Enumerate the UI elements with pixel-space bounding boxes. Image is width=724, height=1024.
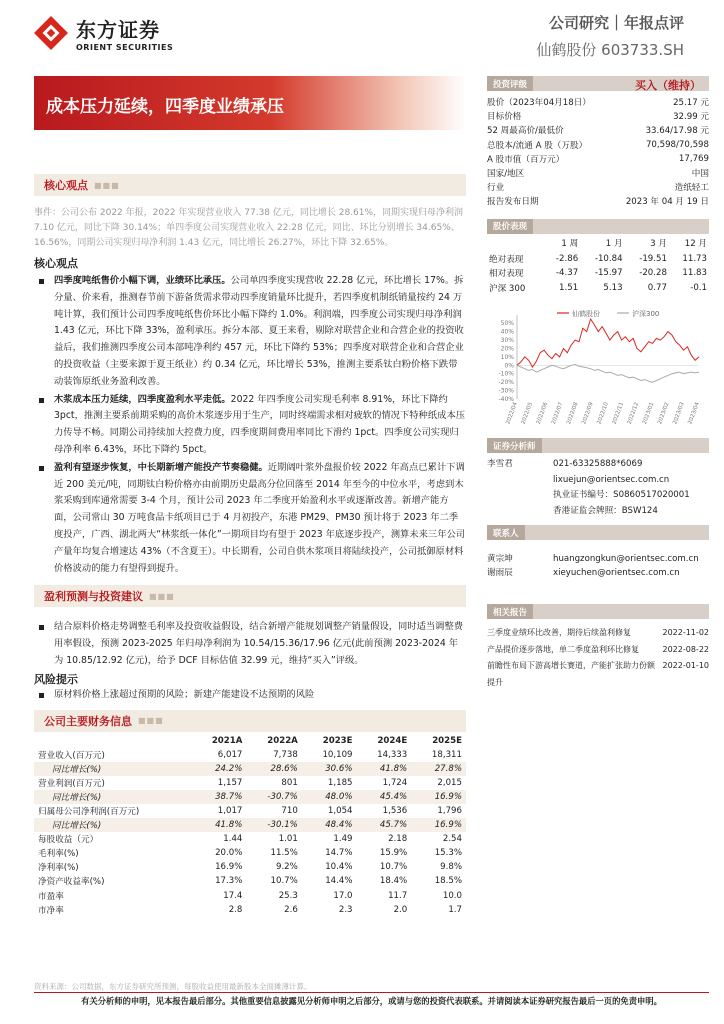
section-head-financials (34, 710, 466, 732)
info-value: 33.64/17.98 元 (645, 126, 709, 137)
perf-col-header: 12 月 (684, 238, 707, 249)
contact-head-label: 联系人 (487, 525, 525, 540)
info-value: 17,769 (678, 153, 709, 164)
fin-row-label: 每股收益（元） (38, 835, 99, 846)
analyst-head-label: 证券分析师 (487, 438, 542, 453)
fin-row-label: 营业收入(百万元) (38, 750, 105, 761)
fin-col-header: 2025E (432, 735, 462, 746)
fin-cell: 30.6% (302, 762, 357, 776)
fin-cell: 10.7% (270, 876, 298, 887)
info-value: 造纸轻工 (674, 183, 709, 194)
forecast-bullet: 结合原料价格走势调整毛利率及投资收益假设，结合新增产能规划调整产销量假设，同时适当调整费用率假设，预测 2023-2025 年归母净利润为 10.54/15.36/17.96 亿元(此前预测 2023-2024 年为 10.85/12.92 亿元)，给予 DCF 目标估值 32.99 元，维持“买入”评级。 (34, 619, 466, 669)
fin-cell: 11.7 (388, 890, 408, 901)
report-type: 公司研究｜年报点评 (548, 14, 684, 32)
financials-table (34, 732, 466, 917)
fin-cell: 2.18 (388, 834, 408, 845)
fin-row-label: 同比增长(%) (34, 818, 191, 832)
fin-cell: 2.3 (338, 904, 353, 915)
stock-info-list (487, 95, 709, 209)
fin-row-label: 市净率 (38, 905, 64, 916)
fin-row (34, 846, 466, 860)
perf-cell: 1.51 (559, 282, 579, 293)
fin-cell: 17.3% (215, 876, 243, 887)
x-tick-label: 2022/11 (611, 401, 626, 426)
fin-cell: 24.2% (191, 762, 246, 776)
info-value: 32.99 元 (673, 112, 709, 123)
y-tick-label: 10% (500, 353, 514, 361)
x-tick-label: 2023/02 (657, 401, 671, 426)
fin-cell: 1,157 (217, 777, 243, 788)
fin-row-label: 毛利率(%) (38, 849, 79, 860)
analyst-hk: 香港证监会牌照：BSW124 (553, 505, 658, 516)
info-label: 报告发布日期 (487, 197, 539, 208)
x-tick-label: 2022/09 (581, 401, 595, 426)
core-subheading: 核心观点 (34, 257, 78, 270)
fin-cell: 2.6 (284, 904, 298, 915)
fin-cell: 17.4 (223, 890, 243, 901)
fin-row-label: 营业利润(百万元) (38, 778, 105, 789)
perf-cell: -20.28 (639, 268, 667, 279)
fin-cell: 41.8% (357, 762, 412, 776)
x-tick-label: 2022/06 (535, 401, 550, 426)
y-tick-label: 20% (500, 345, 514, 353)
sidebar (487, 76, 709, 691)
y-tick-label: 50% (500, 320, 514, 328)
footer-disclaimer: 有关分析师的申明，见本报告最后部分。其他重要信息披露见分析师申明之后部分，或请与您的投资代表联系。并请阅读本证券研究报告最后一页的免责申明。 (81, 996, 662, 1006)
y-tick-label: 40% (500, 328, 514, 336)
fin-row (34, 804, 466, 818)
x-tick-label: 2023/03 (672, 401, 686, 426)
core-bullets (34, 273, 466, 577)
footer-source: 资料来源：公司数据，东方证券研究所预测，每股收益使用最新股本全面摊薄计算。 (34, 982, 312, 991)
fin-cell: 1.49 (333, 834, 353, 845)
fin-row (34, 776, 466, 790)
section-title-financials: 公司主要财务信息 (44, 714, 132, 728)
y-tick-label: -10% (498, 370, 514, 378)
fin-cell: 28.6% (246, 762, 301, 776)
perf-col-header: 1 周 (561, 238, 579, 249)
fin-row-label: 净利率(%) (38, 863, 79, 874)
fin-cell: 48.0% (302, 790, 357, 804)
info-label: 行业 (487, 183, 505, 194)
company-ticker: 仙鹤股份 603733.SH (536, 41, 684, 59)
fin-cell: 2,015 (437, 777, 462, 788)
logo-mark-icon (34, 16, 68, 50)
header-right (536, 12, 684, 60)
related-title[interactable]: 产品提价逐步落地，单二季度盈利环比修复 (487, 644, 639, 654)
fin-cell: 16.9% (411, 790, 466, 804)
perf-row (487, 266, 709, 281)
section-title-forecast: 盈利预测与投资建议 (44, 590, 143, 604)
perf-col-header: 1 月 (605, 238, 623, 249)
fin-cell: 1.01 (278, 834, 298, 845)
fin-cell: 2.54 (442, 834, 462, 845)
contact-email[interactable]: xieyuchen@orientsec.com.cn (553, 568, 680, 579)
info-label: A 股市值（百万元） (487, 154, 565, 165)
rating-head (487, 76, 709, 91)
contact-email[interactable]: huangzongkun@orientsec.com.cn (553, 554, 699, 565)
fin-row (34, 818, 466, 832)
dots-icon: ■■■ (94, 180, 120, 190)
analyst-license: 执业证书编号：S0860517020001 (553, 490, 690, 501)
y-tick-label: -20% (498, 379, 514, 387)
perf-row-label: 绝对表现 (489, 254, 524, 265)
fin-cell: 6,017 (217, 749, 243, 760)
fin-cell: -30.1% (246, 818, 301, 832)
analyst-block (487, 457, 709, 519)
fin-cell: 27.8% (411, 762, 466, 776)
rating-head-label: 投资评级 (487, 76, 533, 91)
related-report[interactable] (487, 658, 709, 691)
perf-col-header (487, 234, 543, 252)
perf-cell: -15.97 (594, 268, 623, 279)
x-tick-label: 2023/04 (687, 401, 701, 426)
related-head-label: 相关报告 (487, 604, 533, 619)
perf-cell: 11.73 (682, 253, 707, 264)
fin-col-header: 2024E (377, 735, 408, 746)
series-line-0 (517, 319, 699, 367)
fin-cell: 14.4% (325, 876, 353, 887)
perf-cell: 11.83 (682, 268, 707, 279)
x-tick-label: 2023/01 (641, 401, 656, 426)
analyst-phone: 021-63325888*6069 (553, 459, 643, 469)
fin-cell: 1,796 (437, 805, 462, 816)
fin-cell: 1,724 (382, 777, 408, 788)
analyst-email[interactable]: lixuejun@orientsec.com.cn (553, 474, 670, 485)
x-tick-label: 2022/05 (520, 401, 535, 426)
perf-row (487, 252, 709, 267)
perf-cell: -10.84 (594, 253, 623, 264)
fin-cell: 15.3% (434, 848, 462, 859)
fin-cell: 45.4% (357, 790, 412, 804)
fin-cell: 2.8 (228, 904, 243, 915)
fin-cell: 1,536 (382, 805, 408, 816)
info-label: 目标价格 (487, 112, 522, 123)
footer-divider (34, 992, 709, 993)
fin-row-label: 同比增长(%) (34, 762, 191, 776)
x-tick-label: 2022/08 (566, 401, 580, 426)
fin-cell: 11.5% (270, 848, 298, 859)
fin-row (34, 748, 466, 762)
price-chart (487, 307, 709, 429)
fin-cell: 7,738 (273, 749, 298, 760)
fin-cell: -30.7% (246, 790, 301, 804)
fin-cell: 45.7% (357, 818, 412, 832)
related-list (487, 625, 709, 691)
perf-row-label: 沪深 300 (489, 283, 526, 294)
related-date: 2022-11-02 (662, 628, 709, 638)
fin-row-label: 市盈率 (38, 891, 64, 902)
fin-cell: 1,054 (327, 805, 353, 816)
main-column (34, 130, 466, 917)
info-label: 国家/地区 (487, 169, 525, 180)
perf-head (487, 219, 709, 234)
fin-cell: 14.7% (325, 848, 353, 859)
dots-icon: ■■■ (138, 716, 164, 726)
fin-row (34, 790, 466, 804)
fin-cell: 2.0 (393, 904, 408, 915)
fin-cell: 10,109 (322, 749, 353, 760)
related-report[interactable] (487, 625, 709, 642)
info-label: 股价（2023年04月18日） (487, 98, 591, 109)
section-head-core (34, 174, 466, 196)
perf-col-header: 3 月 (650, 238, 667, 249)
perf-cell: 0.77 (647, 282, 667, 293)
related-head (487, 604, 709, 619)
info-value: 70,598/70,598 (645, 139, 709, 150)
info-row (487, 166, 709, 180)
info-row (487, 123, 709, 137)
info-label: 总股本/流通 A 股（万股） (487, 140, 588, 151)
fin-cell: 710 (281, 805, 298, 816)
y-tick-label: -40% (498, 396, 514, 403)
info-row (487, 138, 709, 152)
logo-en: ORIENT SECURITIES (76, 43, 174, 52)
core-bullet-3: 盈利有望逐步恢复，中长期新增产能投产节奏稳健。近期阔叶浆外盘报价较 2022 年高点已累计下调近 200 美元/吨，同期钛白粉价格亦由前期历史最高分位回落至 2014 年至今的中位水平，考虑到木浆采购到库通常需要 3-4 个月，预计公司 2023 年二季度开始盈利水平或逐渐改善。新增产能方面，公司常山 30 万吨食品卡纸项目已于 4 月初投产，东港 PM29、PM30 预计将于 2023 年二季度投产，广西、湖北两大“林浆纸一体化”一期项目均有望于 2023 年底逐步投产，测算未来三年公司产量年均复合增速达 43%（不含夏王）。中长期看，公司自供木浆项目将陆续投产，公司抵御原材料价格波动的能力有望得到提升。 (34, 460, 466, 578)
title-banner (34, 76, 466, 130)
fin-cell: 15.9% (379, 848, 408, 859)
fin-cell: 10.4% (325, 862, 353, 873)
info-row (487, 194, 709, 208)
contact-name: 谢雨辰 (487, 568, 513, 579)
fin-cell: 1.7 (448, 904, 462, 915)
risk-heading: 风险提示 (34, 672, 78, 686)
fin-cell: 1,017 (217, 805, 243, 816)
series-line-1 (517, 365, 699, 383)
fin-cell: 801 (281, 777, 298, 788)
legend-label: 沪深300 (632, 310, 660, 318)
related-title[interactable]: 前瞻性布局下游高增长赛道，产能扩张助力份额提升 (487, 661, 655, 687)
fin-col-header: 2023E (322, 735, 353, 746)
fin-row (34, 888, 466, 902)
fin-cell: 18,311 (431, 749, 462, 760)
fin-col-header: 2021A (211, 735, 243, 746)
contact-row (487, 566, 709, 580)
info-value: 25.17 元 (673, 98, 709, 109)
perf-row-label: 相对表现 (489, 269, 524, 280)
x-tick-label: 2022/04 (505, 401, 519, 426)
fin-row (34, 903, 466, 917)
fin-cell: 10.0 (442, 890, 462, 901)
company-logo (34, 14, 173, 52)
contact-row (487, 552, 709, 566)
contact-head (487, 525, 709, 540)
fin-row (34, 762, 466, 776)
perf-cell: -19.51 (639, 253, 667, 264)
info-value: 2023 年 04 月 19 日 (625, 197, 709, 208)
y-tick-label: -30% (498, 387, 514, 395)
fin-cell: 1,185 (327, 777, 353, 788)
performance-table (487, 234, 709, 296)
fin-cell: 18.5% (434, 876, 462, 887)
fin-row-label: 净资产收益率(%) (38, 877, 105, 888)
related-date: 2022-08-22 (662, 644, 709, 654)
info-row (487, 152, 709, 166)
perf-cell: -4.37 (555, 268, 579, 279)
info-row (487, 95, 709, 109)
fin-col-header: 2022A (267, 735, 298, 746)
fin-row-label: 归属母公司净利润(百万元) (38, 806, 140, 817)
contact-list (487, 552, 709, 580)
y-tick-label: 0% (504, 362, 514, 370)
related-date: 2022-01-10 (662, 661, 709, 671)
fin-cell: 17.0 (333, 890, 353, 901)
analyst-name: 李雪君 (487, 459, 513, 469)
perf-cell: 5.13 (603, 282, 623, 293)
fin-cell: 9.8% (440, 862, 462, 873)
x-tick-label: 2022/12 (626, 401, 641, 426)
fin-cell: 20.0% (215, 848, 243, 859)
info-value: 中国 (691, 169, 709, 180)
fin-cell: 10.7% (379, 862, 408, 873)
related-title[interactable]: 三季度业绩环比改善，期待后续盈利修复 (487, 628, 631, 638)
event-paragraph: 事件：公司公布 2022 年报，2022 年实现营业收入 77.38 亿元，同比增长 28.61%，同期实现归母净利润 7.10 亿元，同比下降 30.14%；单四季度公司实现营业收入 22.28 亿元，同比、环比分别增长 34.65%、16.56%，同期公司实现归母净利润 1.43 亿元，同比增长 26.27%，环比下降 32.65%。 (34, 208, 464, 248)
fin-cell: 1.44 (223, 834, 243, 845)
fin-cell: 16.9% (215, 862, 243, 873)
perf-row (487, 281, 709, 296)
related-report[interactable] (487, 642, 709, 659)
fin-cell: 18.4% (379, 876, 408, 887)
x-tick-label: 2022/07 (550, 401, 565, 426)
fin-row (34, 860, 466, 874)
fin-row (34, 874, 466, 888)
perf-cell: -2.86 (555, 253, 579, 264)
legend-label: 仙鹤股份 (572, 310, 600, 318)
perf-cell: -0.1 (690, 282, 707, 293)
section-head-forecast (34, 585, 466, 607)
y-tick-label: 30% (500, 337, 514, 345)
fin-cell: 9.2% (275, 862, 298, 873)
fin-cell: 38.7% (191, 790, 246, 804)
fin-cell: 41.8% (191, 818, 246, 832)
section-title-core: 核心观点 (44, 179, 88, 192)
info-row (487, 109, 709, 123)
logo-cn: 东方证券 (76, 18, 160, 42)
fin-col-header (34, 732, 191, 748)
info-row (487, 180, 709, 194)
fin-cell: 48.4% (302, 818, 357, 832)
info-label: 52 周最高价/最低价 (487, 126, 564, 137)
fin-row (34, 832, 466, 846)
x-tick-label: 2022/10 (596, 401, 610, 426)
rating-value: 买入（维持） (635, 79, 701, 92)
risk-bullet: 原材料价格上涨超过预期的风险；新建产能建设不达预期的风险 (34, 687, 466, 704)
fin-row-label: 同比增长(%) (34, 790, 191, 804)
fin-cell: 14,333 (377, 749, 408, 760)
fin-cell: 25.3 (278, 890, 298, 901)
report-title: 成本压力延续，四季度业绩承压 (46, 97, 284, 117)
analyst-head (487, 438, 709, 453)
core-bullet-1: 四季度吨纸售价小幅下调，业绩环比承压。公司单四季度实现营收 22.28 亿元，环比增长 17%。拆分量、价来看，推测春节前下游备货需求带动四季度销量环比提升，若四季度机制纸销量按约 24 万吨计算，我们预计公司四季度吨纸售价环比小幅下降约 1.0%。利润端，四季度公司实现归母净利润 1.43 亿元，环比下降 33%，盈利承压。拆分本部、夏王来看，剔除对联营企业和合营企业的投资收益后，我们推测四季度公司本部吨净利约 457 元，环比下降约 53%；四季度对联营企业和合营企业的投资收益（主要来源于夏王纸业）约 0.34 亿元，环比增长 53%，推测主要系钛白粉价格下跌带动装饰原纸业务盈利改善。 (34, 273, 466, 391)
core-bullet-2: 木浆成本压力延续，四季度盈利水平走低。2022 年四季度公司实现毛利率 8.91%，环比下降约 3pct，推测主要系前期采购的高价木浆逐步用于生产，同时终端需求相对疲软的情况下特种纸成本压力传导不畅。同期公司持续加大控费力度，四季度期间费用率同比下滑约 1pct。四季度公司实现归母净利率 6.43%，环比下降约 5pct。 (34, 392, 466, 459)
fin-cell: 16.9% (411, 818, 466, 832)
perf-head-label: 股价表现 (487, 219, 533, 234)
dots-icon: ■■■ (149, 591, 175, 601)
contact-name: 黄宗坤 (487, 554, 513, 565)
